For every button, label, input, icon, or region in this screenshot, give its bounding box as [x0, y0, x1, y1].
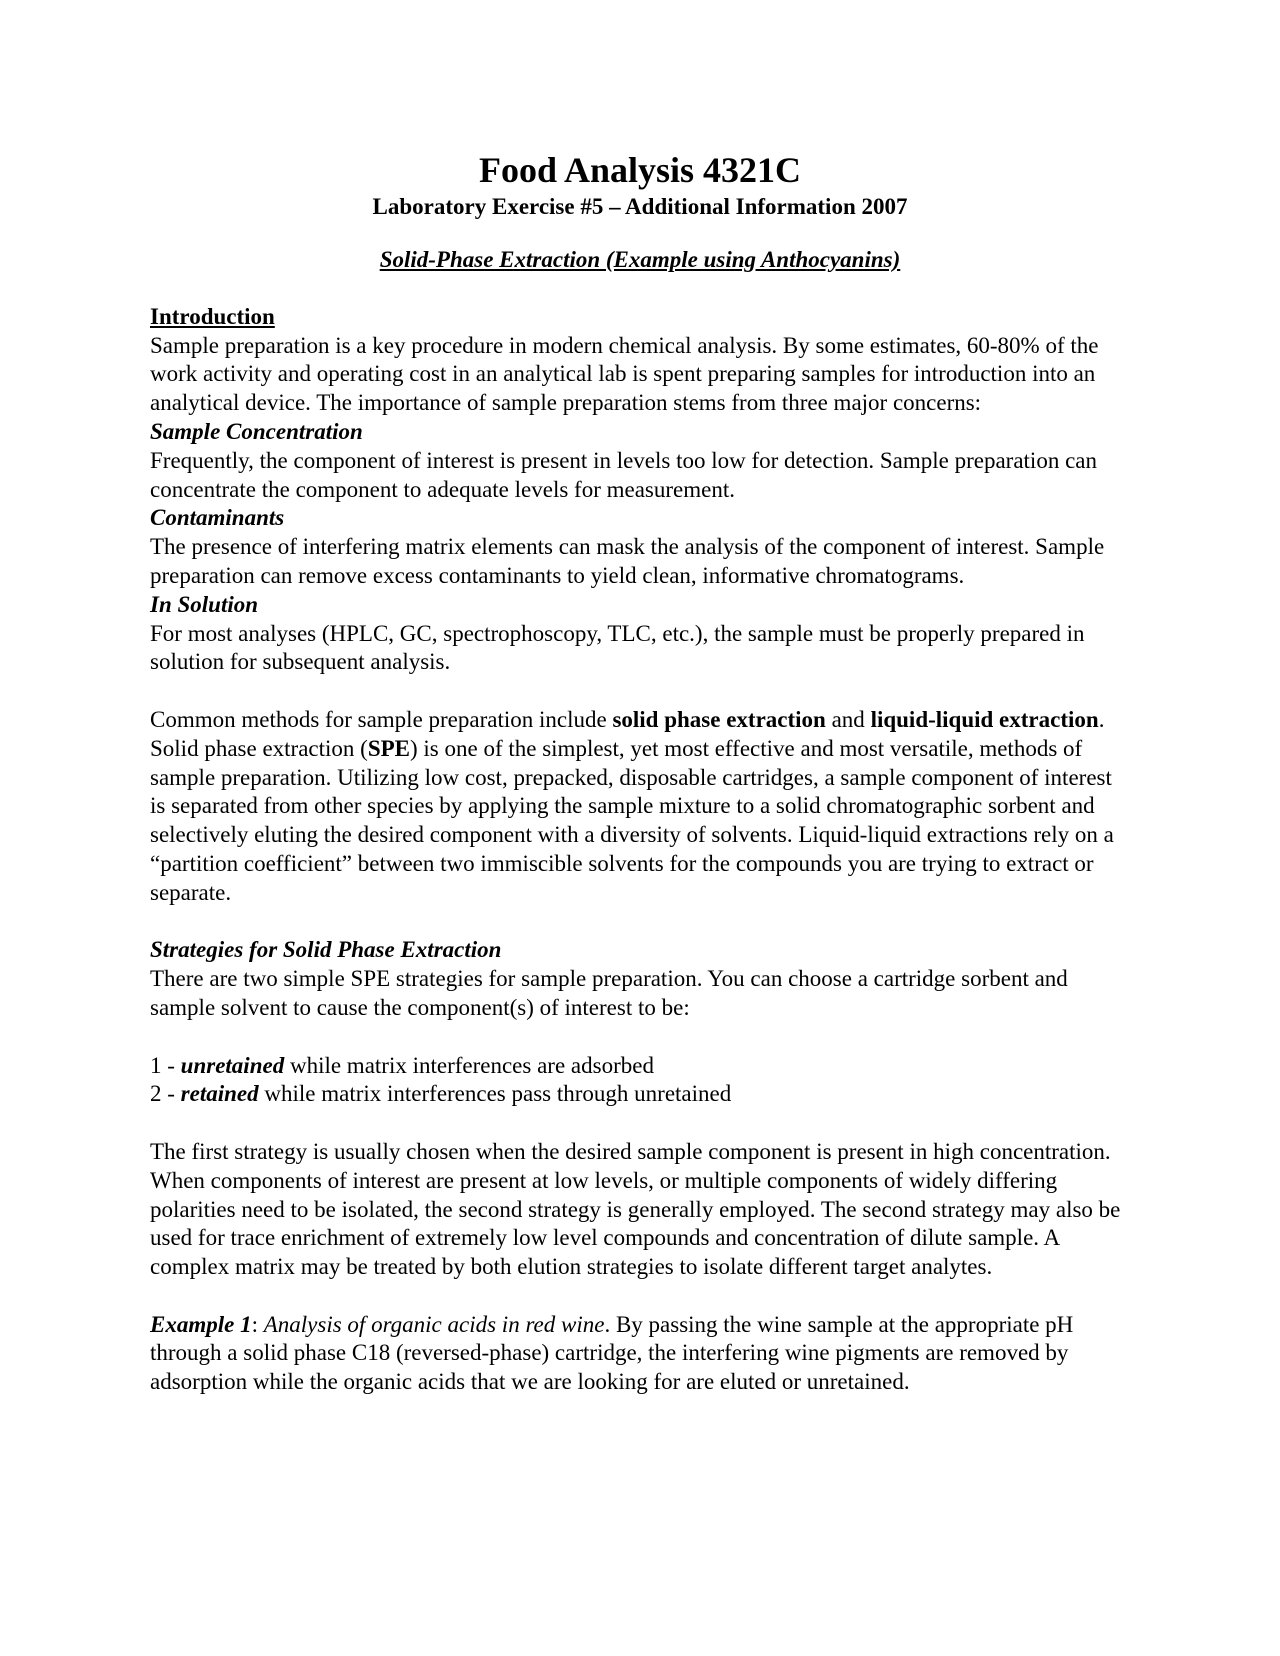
strategy-item-text: while matrix interferences pass through unretained: [258, 1081, 732, 1107]
sample-concentration-paragraph: Frequently, the component of interest is present in levels too low for detection. Sample preparation can concentrate the component to adequate levels for measurement.: [150, 447, 1097, 502]
example-1-colon: :: [251, 1311, 264, 1337]
sample-concentration-heading: Sample Concentration: [150, 418, 363, 444]
methods-text-3: . Solid phase extraction (: [150, 706, 1105, 761]
contaminants-paragraph: The presence of interfering matrix elements can mask the analysis of the component of interest. Sample preparation can remove excess contaminants to yield clean, informative chromatograms.: [150, 534, 1105, 588]
in-solution-heading: In Solution: [150, 591, 259, 617]
strategy-item-term: unretained: [180, 1052, 285, 1078]
strategy-item-prefix: 2 -: [150, 1081, 181, 1107]
strategies-heading: Strategies for Solid Phase Extraction: [150, 937, 502, 963]
document-title: Food Analysis 4321C: [478, 150, 802, 190]
methods-term-spe-abbr: SPE: [367, 735, 410, 761]
contaminants-heading: Contaminants: [150, 505, 285, 531]
methods-term-spe: solid phase extraction: [612, 706, 826, 732]
in-solution-paragraph: For most analyses (HPLC, GC, spectrophoscopy, TLC, etc.), the sample must be properly prepared in solution for subsequent analysis.: [150, 620, 1085, 675]
strategy-item: [150, 1052, 1130, 1081]
methods-term-lle: liquid-liquid extraction: [870, 706, 1099, 732]
example-1-title: Analysis of organic acids in red wine: [263, 1311, 605, 1337]
introduction-heading: Introduction: [150, 303, 275, 329]
document-body: [150, 148, 1130, 1397]
methods-paragraph: [150, 706, 1130, 908]
section-title: Solid-Phase Extraction (Example using Anthocyanins): [379, 247, 901, 272]
strategy-item-prefix: 1 -: [150, 1052, 181, 1078]
example-1-paragraph: [150, 1311, 1130, 1397]
introduction-paragraph: Sample preparation is a key procedure in modern chemical analysis. By some estimates, 60-80% of the work activity and operating cost in an analytical lab is spent preparing samples for introduction into an analytical device. The importance of sample preparation stems from three major concerns:: [150, 332, 1099, 416]
document-subtitle: Laboratory Exercise #5 – Additional Information 2007: [372, 194, 908, 219]
strategy-item-term: retained: [180, 1081, 259, 1107]
methods-text-1: Common methods for sample preparation include: [150, 706, 613, 732]
strategy-item: [150, 1080, 1130, 1109]
strategies-intro-paragraph: There are two simple SPE strategies for sample preparation. You can choose a cartridge sorbent and sample solvent to cause the component(s) of interest to be:: [150, 966, 1068, 1020]
methods-text-2: and: [825, 706, 871, 732]
example-1-text: . By passing the wine sample at the appropriate pH through a solid phase C18 (reversed-phase) cartridge, the interfering wine pigments are removed by adsorption while the organic acids that we are looking for are eluted or unretained.: [150, 1311, 1074, 1395]
strategies-discussion-paragraph: The first strategy is usually chosen when the desired sample component is present in high concentration. When components of interest are present at low levels, or multiple components of widely differing polarities need to be isolated, the second strategy is generally employed. The second strategy may also be used for trace enrichment of extremely low level compounds and concentration of dilute sample. A complex matrix may be treated by both elution strategies to isolate different target analytes.: [150, 1138, 1121, 1280]
strategy-item-text: while matrix interferences are adsorbed: [284, 1052, 654, 1078]
methods-text-4: ) is one of the simplest, yet most effective and most versatile, methods of sample preparation. Utilizing low cost, prepacked, disposable cartridges, a sample component of interest is separated from other species by applying the sample mixture to a solid chromatographic sorbent and selectively eluting the desired component with a diversity of solvents. Liquid-liquid extractions rely on a “partition coefficient” between two immiscible solvents for the compounds you are trying to extract or separate.: [150, 735, 1114, 905]
example-1-label: Example 1: [150, 1311, 252, 1337]
